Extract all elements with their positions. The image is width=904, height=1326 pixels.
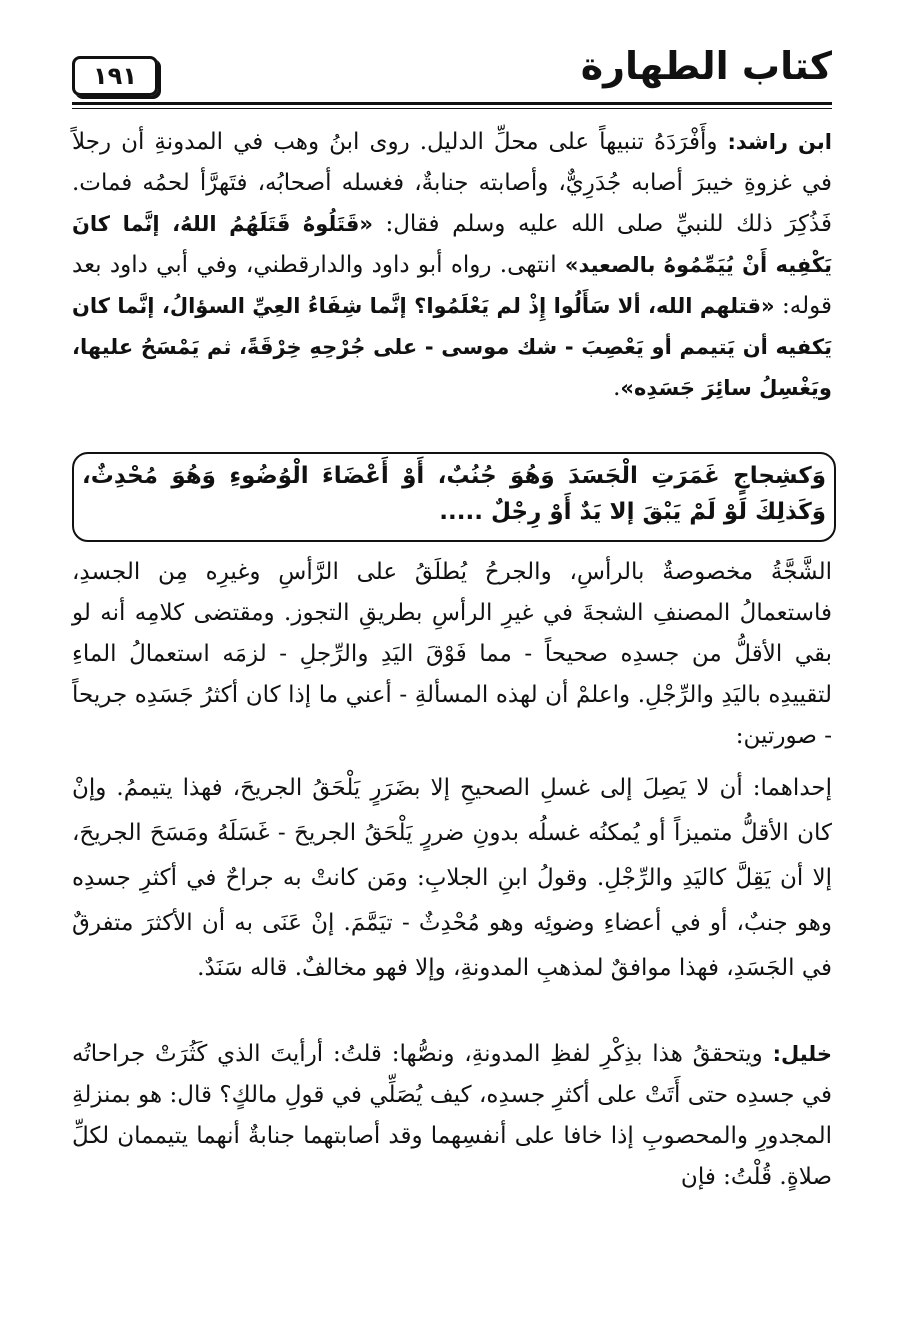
paragraph-text: . [613, 375, 621, 401]
hadith-quote: «قَتَلُوهُ قَتَلَهُمُ اللهُ، إنَّما كانَ يَكْفِيه أَنْ يُيَمِّمُوهُ بالصعيد» [72, 212, 832, 277]
header-rule [72, 102, 832, 105]
paragraph-text: ويتحققُ هذا بذِكْرِ لفظِ المدونةِ، ونصُّها: قلتُ: أرأيتَ الذي كَثُرَتْ جراحاتُه في جسدِه حتى أَتَتْ على أكثرِ جسدِه، كيف يُصَلِّي في قولِ مالكٍ؟ قال: هو بمنزلةِ المجدورِ والمحصوبِ إذا خافا على أنفسِهما وقد أصابتهما جنابةٌ أنهما يتيممان لكلِّ صلاةٍ. قُلْتُ: فإن [72, 1041, 832, 1190]
commentary-paragraph-khalil [72, 1034, 832, 1198]
commentary-paragraph-ibn-rashid [72, 122, 832, 409]
speaker-label: ابن راشد: [727, 130, 833, 154]
header-rule-thin [72, 108, 832, 109]
speaker-label: خليل: [772, 1042, 832, 1066]
hadith-quote: «قتلهم الله، ألا سَأَلُوا إِذْ لم يَعْلَمُوا؟ إنَّما شِفَاءُ العِيِّ السؤالُ، إنَّما كان يَكفيه أن يَتيمم أو يَعْصِبَ - شك موسى - على جُرْحِهِ خِرْقَةً، ثم يَمْسَحُ عليها، ويَغْسِلُ سائِرَ جَسَدِه» [72, 294, 832, 400]
paragraph-text: الشَّجَّةُ مخصوصةٌ بالرأسِ، والجرحُ يُطلَقُ على الرَّأسِ وغيرِه مِن الجسدِ، فاستعمالُ المصنفِ الشجةَ في غيرِ الرأسِ بطريقِ التجوز. ومقتضى كلامِه أنه لو بقي الأقلُّ من جسدِه صحيحاً - مما فَوْقَ اليَدِ والرِّجلِ - لزمَه استعمالُ الماءِ لتقييدِه باليَدِ والرِّجْلِ. واعلمْ أن لهذه المسألةِ - أعني ما إذا كان أكثرُ جَسَدِه جريحاً - صورتين: [72, 559, 832, 749]
paragraph-text: انتهى. رواه أبو داود والدارقطني، وفي أبي داود بعد قوله: [72, 252, 832, 319]
page-header [72, 38, 832, 108]
paragraph-text: وأَفْرَدَهُ تنبيهاً على محلِّ الدليل. روى ابنُ وهب في المدونةِ أن رجلاً في غزوةِ خيبرَ أصابه جُدَرِيٌّ، وأصابته جنابةٌ، فغسله أصحابُه، فتَهرَّأ لحمُه فمات. فَذُكِرَ ذلك للنبيِّ صلى الله عليه وسلم فقال: [72, 129, 833, 237]
matn-text: وَكشِجاجٍ غَمَرَتِ الْجَسَدَ وَهُوَ جُنُبٌ، أَوْ أَعْضَاءَ الْوُضُوءِ وَهُوَ مُحْدِثٌ، وَكَذلِكَ لَوْ لَمْ يَبْقَ إلا يَدٌ أَوْ رِجْلٌ ..... [82, 463, 826, 525]
commentary-paragraph [72, 552, 832, 757]
page-number: ١٩١ [72, 56, 158, 96]
book-title: كتاب الطهارة [580, 44, 832, 88]
matn-text-box [72, 452, 836, 542]
paragraph-text: إحداهما: أن لا يَصِلَ إلى غسلِ الصحيحِ إلا بضَرَرٍ يَلْحَقُ الجريحَ، فهذا يتيممُ. وإنْ كان الأقلُّ متميزاً أو يُمكنُه غسلُه بدونِ ضررٍ يَلْحَقُ الجريحَ - غَسَلَهُ ومَسَحَ الجريحَ، إلا أن يَقِلَّ كاليَدِ والرِّجْلِ. وقولُ ابنِ الجلابِ: ومَن كانتْ به جراحٌ في أكثرِ جسدِه وهو جنبٌ، أو في أعضاءِ وضوئِه وهو مُحْدِثٌ - تيَمَّمَ. إنْ عَنَى به أن الأكثرَ متفرقٌ في الجَسَدِ، فهذا موافقٌ لمذهبِ المدونةِ، وإلا فهو مخالفٌ. قاله سَنَدٌ. [72, 775, 832, 981]
commentary-paragraph [72, 766, 832, 991]
